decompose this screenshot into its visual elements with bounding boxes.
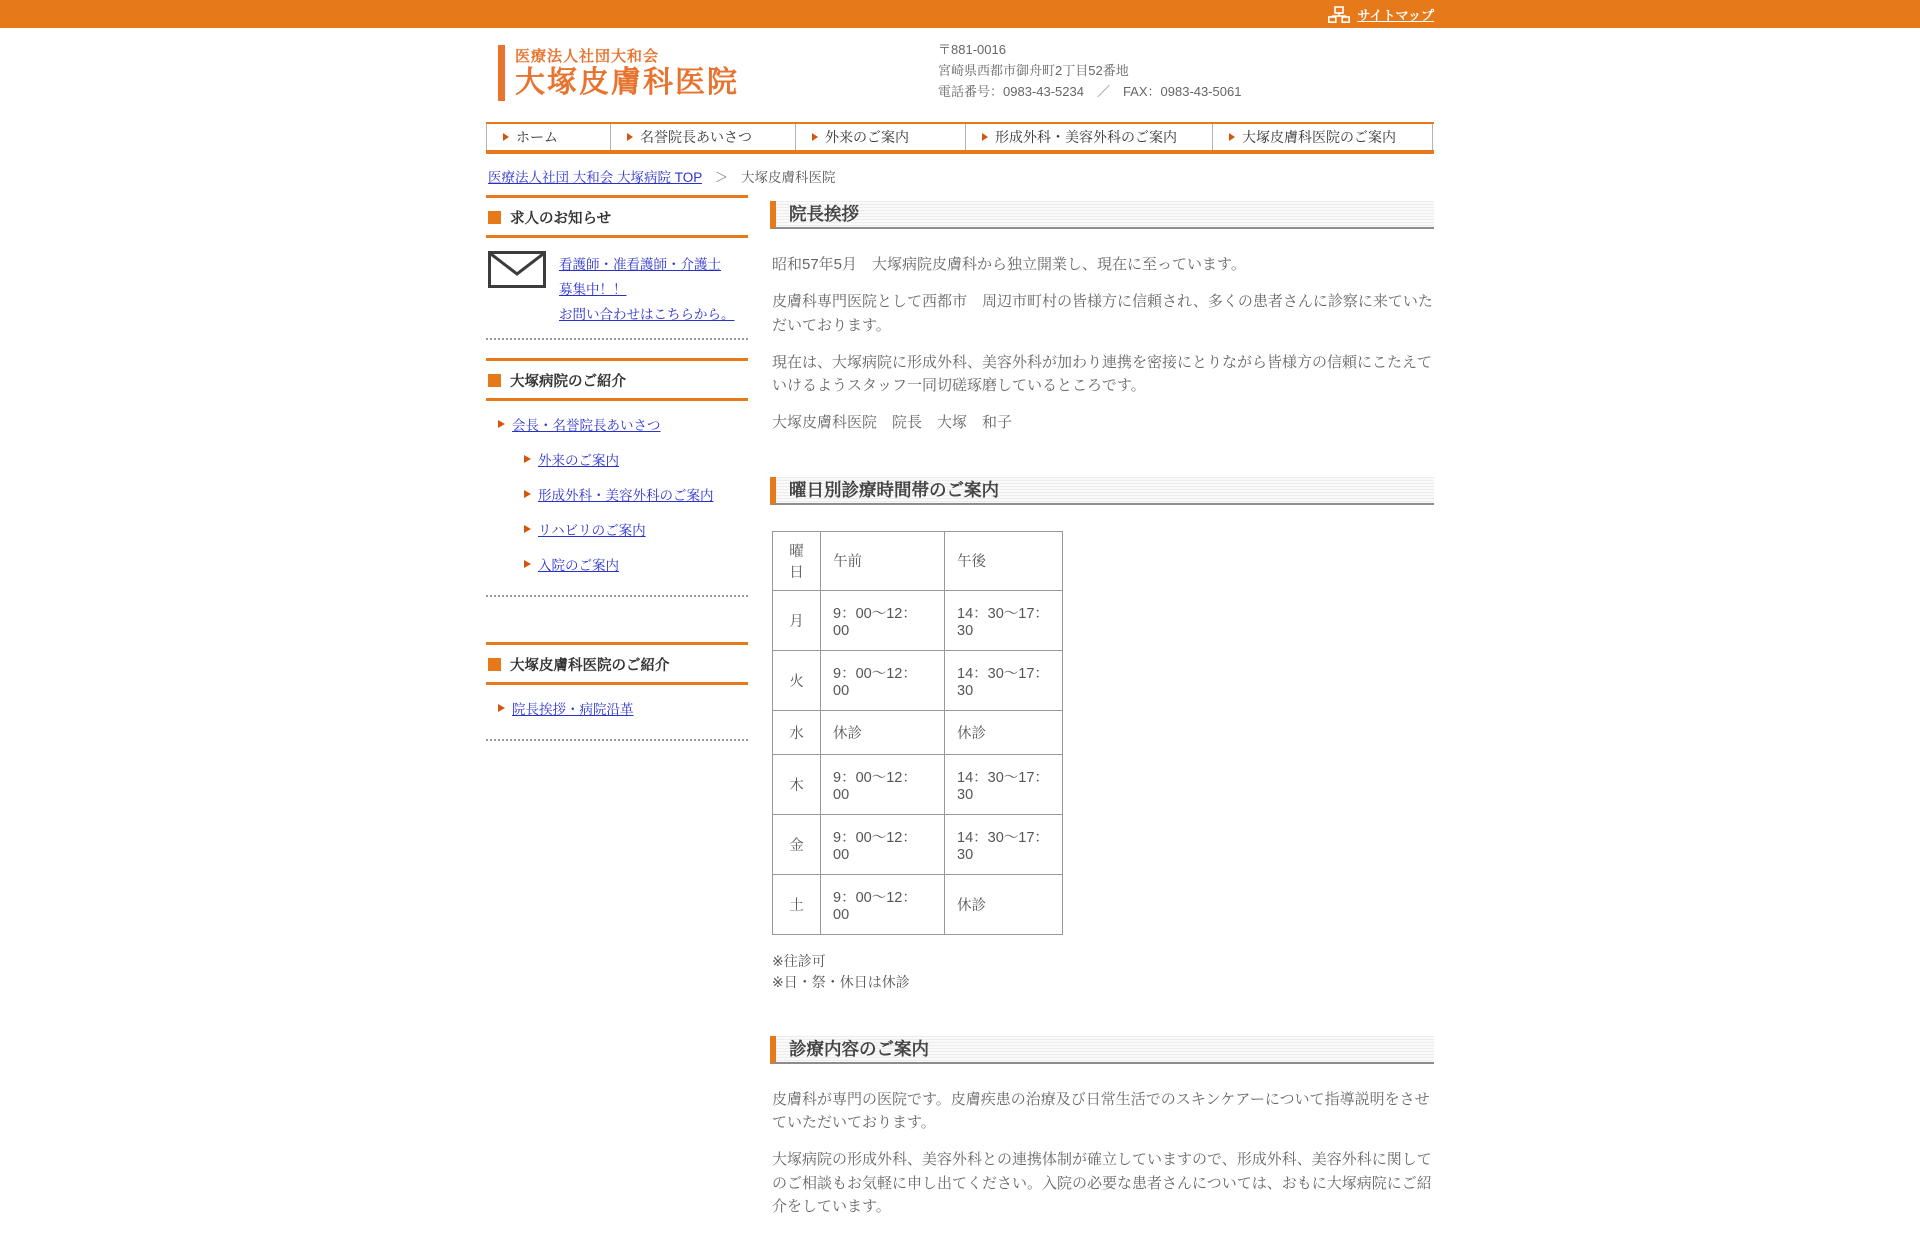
sitemap-icon (1328, 6, 1350, 23)
triangle-arrow-icon (503, 133, 509, 141)
greeting-paragraph: 皮膚科専門医院として西都市 周辺市町村の皆様方に信頼され、多くの患者さんに診察に来ていただいております。 (772, 293, 1433, 334)
time-cell: 14：30～17：30 (945, 814, 1063, 874)
sidebar-item-director-greeting-history[interactable] (498, 698, 748, 718)
time-cell: 14：30～17：30 (945, 590, 1063, 650)
services-paragraph: 皮膚科が専門の医院です。皮膚疾患の治療及び日常生活でのスキンケアーについて指導説明をさせていただいております。 (772, 1090, 1430, 1132)
hospital-intro-header (486, 361, 748, 401)
triangle-arrow-icon (524, 525, 531, 533)
services-heading: 診療内容のご案内 (770, 1036, 1434, 1064)
nav-item-label: ホーム (516, 129, 558, 145)
hours-row-friday (773, 814, 1063, 874)
sidebar (486, 195, 748, 759)
nav-item-outpatient-guide[interactable] (796, 124, 966, 150)
note-closed-days: ※日・祭・休日は休診 (772, 974, 910, 991)
triangle-arrow-icon (524, 490, 531, 498)
time-cell: 休診 (945, 874, 1063, 934)
site-header (486, 28, 1434, 122)
day-cell: 土 (773, 874, 821, 934)
triangle-arrow-icon (524, 455, 531, 463)
square-bullet-icon (488, 374, 501, 387)
recruit-link-jobs[interactable]: 看護師・准看護師・介護士 (559, 257, 721, 272)
greeting-section (770, 201, 1434, 435)
nav-item-honorary-director-greeting[interactable] (611, 124, 796, 150)
time-cell: 9：00～12：00 (821, 650, 945, 710)
hours-row-thursday (773, 754, 1063, 814)
hours-row-tuesday (773, 650, 1063, 710)
nav-item-home[interactable] (486, 124, 611, 150)
day-cell: 金 (773, 814, 821, 874)
logo-accent-bar (498, 45, 505, 101)
nav-item-label: 外来のご案内 (825, 129, 909, 145)
breadcrumb (486, 154, 1434, 195)
hospital-intro-title: 大塚病院のご紹介 (510, 374, 626, 390)
header-cell-morning: 午前 (821, 531, 945, 590)
day-cell: 月 (773, 590, 821, 650)
hours-table-header-row (773, 531, 1063, 590)
sidebar-item-rehabilitation[interactable] (524, 519, 748, 539)
main-content (770, 195, 1434, 1260)
sidebar-item-outpatient[interactable] (524, 449, 748, 469)
nav-item-plastic-cosmetic-surgery[interactable] (966, 124, 1213, 150)
time-cell: 9：00～12：00 (821, 590, 945, 650)
square-bullet-icon (488, 658, 501, 671)
hours-heading: 曜日別診療時間帯のご案内 (770, 477, 1434, 505)
nav-item-label: 名誉院長あいさつ (640, 129, 752, 145)
hours-row-monday (773, 590, 1063, 650)
recruit-link-contact[interactable]: お問い合わせはこちらから。 (559, 307, 735, 322)
dermatology-intro-section (486, 642, 748, 741)
day-cell: 火 (773, 650, 821, 710)
dermatology-intro-title: 大塚皮膚科医院のご紹介 (510, 658, 670, 674)
hours-table (772, 531, 1063, 935)
mail-icon (488, 251, 546, 288)
sidebar-item-hospitalization[interactable] (524, 554, 748, 574)
services-paragraph: 大塚病院の形成外科、美容外科との連携体制が確立していますので、形成外科、美容外科に関してのご相談もお気軽に申し出てください。入院の必要な患者さんについては、おもに大塚病院にご紹介をしています。 (772, 1151, 1432, 1215)
triangle-arrow-icon (812, 133, 818, 141)
sidebar-link-label[interactable]: 入院のご案内 (538, 558, 619, 573)
header-cell-afternoon: 午後 (945, 531, 1063, 590)
time-cell: 14：30～17：30 (945, 650, 1063, 710)
breadcrumb-current: 大塚皮膚科医院 (741, 170, 836, 185)
sidebar-link-label[interactable]: 院長挨拶・病院沿革 (512, 702, 634, 717)
sidebar-link-label[interactable]: 会長・名誉院長あいさつ (512, 418, 661, 433)
topbar (0, 0, 1920, 28)
recruit-section (486, 195, 748, 340)
time-cell: 9：00～12：00 (821, 814, 945, 874)
dermatology-intro-header (486, 645, 748, 685)
note-house-calls: ※往診可 (772, 952, 826, 969)
hours-notes (772, 951, 1434, 994)
sidebar-link-label[interactable]: リハビリのご案内 (538, 523, 646, 538)
square-bullet-icon (488, 211, 501, 224)
hours-row-saturday (773, 874, 1063, 934)
sidebar-link-label[interactable]: 外来のご案内 (538, 453, 619, 468)
nav-item-dermatology-clinic-guide[interactable] (1213, 124, 1433, 150)
header-cell-day: 曜日 (773, 531, 821, 590)
day-cell: 水 (773, 710, 821, 754)
clinic-name: 大塚皮膚科医院 (515, 66, 739, 99)
recruit-section-title: 求人のお知らせ (510, 211, 612, 227)
sitemap-link[interactable] (1328, 5, 1434, 24)
breadcrumb-separator: ＞ (714, 170, 729, 185)
sidebar-link-label[interactable]: 形成外科・美容外科のご案内 (538, 488, 714, 503)
triangle-arrow-icon (498, 704, 505, 712)
greeting-paragraph: 現在は、大塚病院に形成外科、美容外科が加わり連携を密接にとりながら皆様方の信頼にこたえていけるようスタッフ一同切磋琢磨しているところです。 (772, 353, 1433, 394)
triangle-arrow-icon (627, 133, 633, 141)
greeting-paragraph: 昭和57年5月 大塚病院皮膚科から独立開業し、現在に至っています。 (772, 256, 1246, 273)
triangle-arrow-icon (1229, 133, 1235, 141)
hours-row-wednesday (773, 710, 1063, 754)
hours-section (770, 477, 1434, 994)
sidebar-item-plastic-cosmetic[interactable] (524, 484, 748, 504)
recruit-section-header (486, 198, 748, 238)
triangle-arrow-icon (982, 133, 988, 141)
time-cell: 14：30～17：30 (945, 754, 1063, 814)
time-cell: 9：00～12：00 (821, 874, 945, 934)
nav-item-label: 大塚皮膚科医院のご案内 (1242, 129, 1396, 145)
clinic-logo[interactable] (498, 45, 739, 101)
postal-code: 〒881-0016 (938, 42, 1006, 57)
sitemap-label: サイトマップ (1357, 7, 1434, 23)
main-nav (486, 122, 1434, 154)
breadcrumb-link-hospital-top[interactable]: 医療法人社団 大和会 大塚病院 TOP (488, 170, 703, 185)
day-cell: 木 (773, 754, 821, 814)
time-cell: 9：00～12：00 (821, 754, 945, 814)
recruit-link-hiring[interactable]: 募集中！！ (559, 282, 627, 297)
time-cell: 休診 (821, 710, 945, 754)
greeting-signature: 大塚皮膚科医院 院長 大塚 和子 (772, 414, 1013, 432)
nav-item-label: 形成外科・美容外科のご案内 (995, 129, 1177, 145)
contact-block (938, 39, 1241, 102)
sidebar-item-chairman-greeting[interactable] (498, 414, 748, 434)
org-name: 医療法人社団大和会 (515, 48, 660, 65)
greeting-heading: 院長挨拶 (770, 201, 1434, 229)
hospital-intro-section (486, 358, 748, 597)
time-cell: 休診 (945, 710, 1063, 754)
triangle-arrow-icon (524, 560, 531, 568)
triangle-arrow-icon (498, 420, 505, 428)
phone-fax-line: 電話番号：0983-43-5234 ／ FAX：0983-43-5061 (938, 84, 1242, 100)
address-line: 宮崎県西都市御舟町2丁目52番地 (938, 63, 1129, 79)
services-section (770, 1036, 1434, 1218)
